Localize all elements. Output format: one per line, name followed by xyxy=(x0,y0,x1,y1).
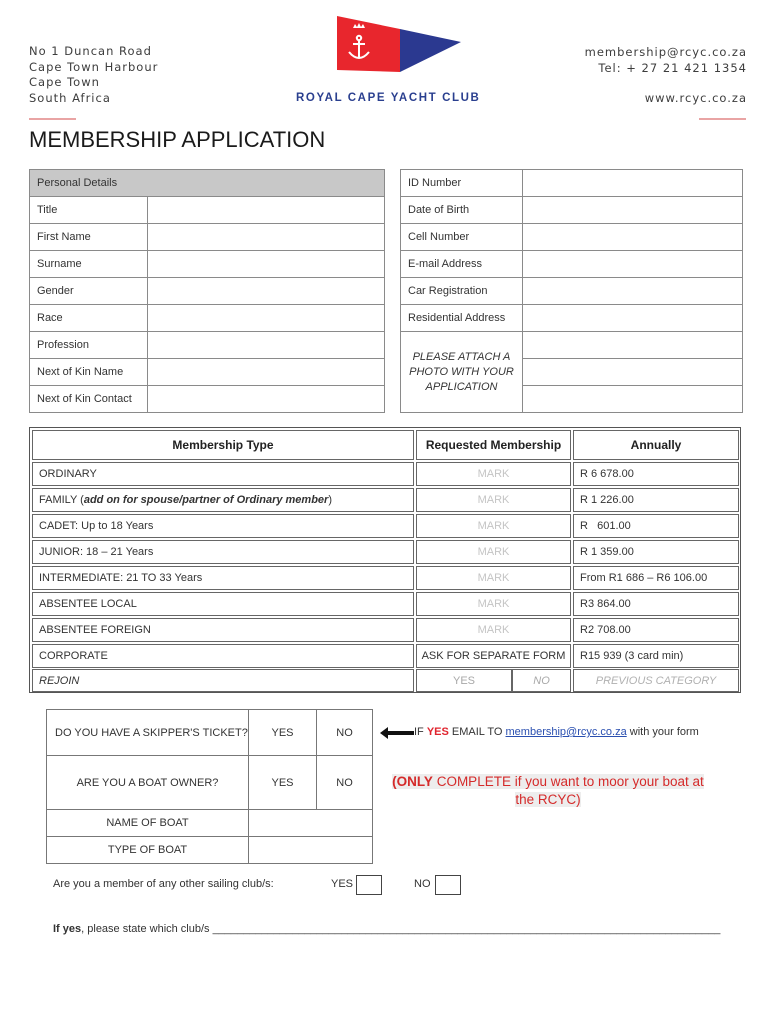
field-label: Gender xyxy=(30,278,148,305)
field-label: Title xyxy=(30,197,148,224)
address-line: Cape Town Harbour xyxy=(29,59,159,74)
rejoin-yes[interactable]: YES xyxy=(416,669,512,692)
boat-owner-no[interactable]: NO xyxy=(317,756,373,810)
other-club-question: Are you a member of any other sailing club/s: xyxy=(53,878,274,890)
rejoin-no[interactable]: NO xyxy=(512,669,571,692)
personal-details-heading: Personal Details xyxy=(30,170,385,197)
family-note: add on for spouse/partner of Ordinary member xyxy=(83,494,329,506)
photo-notice-line: PLEASE ATTACH A xyxy=(412,350,511,363)
annually-header: Annually xyxy=(573,430,739,460)
note-yes: YES xyxy=(426,726,449,738)
email-address-input[interactable] xyxy=(523,251,743,278)
first-name-input[interactable] xyxy=(148,224,385,251)
skipper-ticket-question: DO YOU HAVE A SKIPPER'S TICKET? xyxy=(47,710,249,756)
membership-type-absentee-foreign: ABSENTEE FOREIGN xyxy=(32,618,414,642)
left-arrow-icon xyxy=(380,727,414,739)
address-line: Cape Town xyxy=(29,75,100,89)
photo-notice xyxy=(401,332,523,413)
boat-type-label: TYPE OF BOAT xyxy=(47,837,249,864)
mooring-only: (ONLY xyxy=(392,774,433,789)
cell-number-input[interactable] xyxy=(523,224,743,251)
fee-corporate: R15 939 (3 card min) xyxy=(573,644,739,668)
race-input[interactable] xyxy=(148,305,385,332)
club-website[interactable]: www.rcyc.co.za xyxy=(644,91,747,105)
date-of-birth-input[interactable] xyxy=(523,197,743,224)
membership-type-junior: JUNIOR: 18 – 21 Years xyxy=(32,540,414,564)
residential-address-input[interactable] xyxy=(523,305,743,332)
residential-address-input-line[interactable] xyxy=(523,359,743,386)
field-label: E-mail Address xyxy=(401,251,523,278)
boat-name-input[interactable] xyxy=(249,810,373,837)
header-divider-right xyxy=(699,118,746,120)
fee-intermediate: From R1 686 – R6 106.00 xyxy=(573,566,739,590)
field-label: Date of Birth xyxy=(401,197,523,224)
membership-type-cadet: CADET: Up to 18 Years xyxy=(32,514,414,538)
photo-notice-line: PHOTO WITH YOUR xyxy=(409,365,514,378)
fee-ordinary: R 6 678.00 xyxy=(573,462,739,486)
skipper-email-note xyxy=(414,726,699,738)
mooring-text-line2: the RCYC) xyxy=(515,792,581,807)
photo-notice-line: APPLICATION xyxy=(425,380,498,393)
if-yes-label: If yes xyxy=(53,923,82,935)
id-number-input[interactable] xyxy=(523,170,743,197)
car-registration-input[interactable] xyxy=(523,278,743,305)
membership-type-corporate: CORPORATE xyxy=(32,644,414,668)
corporate-separate-form: ASK FOR SEPARATE FORM xyxy=(416,644,571,668)
club-burgee-logo xyxy=(335,14,465,74)
fee-absentee-foreign: R2 708.00 xyxy=(573,618,739,642)
field-label: First Name xyxy=(30,224,148,251)
which-clubs-line[interactable] xyxy=(53,923,720,935)
club-name: ROYAL CAPE YACHT CLUB xyxy=(296,92,481,104)
club-address xyxy=(29,44,158,106)
profession-input[interactable] xyxy=(148,332,385,359)
membership-type-rejoin: REJOIN xyxy=(32,669,414,692)
field-label: Cell Number xyxy=(401,224,523,251)
skipper-ticket-yes[interactable]: YES xyxy=(249,710,317,756)
fee-junior: R 1 359.00 xyxy=(573,540,739,564)
mark-absentee-foreign[interactable]: MARK xyxy=(416,618,571,642)
boat-ownership-table xyxy=(46,709,373,864)
mark-intermediate[interactable]: MARK xyxy=(416,566,571,590)
other-club-no-label: NO xyxy=(414,878,431,890)
identity-details-table xyxy=(400,169,743,413)
boat-type-input[interactable] xyxy=(249,837,373,864)
field-label: Residential Address xyxy=(401,305,523,332)
club-telephone: Tel: + 27 21 421 1354 xyxy=(598,61,747,75)
other-club-yes-label: YES xyxy=(331,878,354,890)
next-of-kin-name-input[interactable] xyxy=(148,359,385,386)
mooring-note xyxy=(388,773,708,809)
club-email[interactable]: membership@rcyc.co.za xyxy=(584,45,747,59)
membership-type-absentee-local: ABSENTEE LOCAL xyxy=(32,592,414,616)
mooring-text: COMPLETE if you want to moor your boat at xyxy=(432,774,704,789)
title-input[interactable] xyxy=(148,197,385,224)
field-label: Profession xyxy=(30,332,148,359)
family-label: FAMILY ( xyxy=(39,494,84,506)
note-text: IF xyxy=(414,726,427,738)
other-club-no-checkbox[interactable] xyxy=(435,875,461,895)
residential-address-input-line[interactable] xyxy=(523,386,743,413)
note-text: with your form xyxy=(626,726,699,738)
other-club-yes-checkbox[interactable] xyxy=(356,875,382,895)
personal-details-table xyxy=(29,169,385,413)
address-line: No 1 Duncan Road xyxy=(29,44,152,58)
family-label-end: ) xyxy=(328,494,332,506)
note-text: EMAIL TO xyxy=(448,726,506,738)
field-label: Next of Kin Name xyxy=(30,359,148,386)
membership-email-link[interactable]: membership@rcyc.co.za xyxy=(505,726,627,738)
requested-membership-header: Requested Membership xyxy=(416,430,571,460)
fee-family: R 1 226.00 xyxy=(573,488,739,512)
fee-cadet: R 601.00 xyxy=(573,514,739,538)
field-label: ID Number xyxy=(401,170,523,197)
address-line: South Africa xyxy=(29,90,111,105)
field-label: Surname xyxy=(30,251,148,278)
boat-name-label: NAME OF BOAT xyxy=(47,810,249,837)
mark-absentee-local[interactable]: MARK xyxy=(416,592,571,616)
header-divider-left xyxy=(29,118,76,120)
residential-address-input-line[interactable] xyxy=(523,332,743,359)
field-label: Race xyxy=(30,305,148,332)
surname-input[interactable] xyxy=(148,251,385,278)
boat-owner-yes[interactable]: YES xyxy=(249,756,317,810)
field-label: Next of Kin Contact xyxy=(30,386,148,413)
page-title: MEMBERSHIP APPLICATION xyxy=(29,127,326,152)
membership-type-header: Membership Type xyxy=(32,430,414,460)
membership-table xyxy=(29,427,741,693)
membership-type-family xyxy=(32,488,414,512)
mark-family[interactable]: MARK xyxy=(416,488,571,512)
which-clubs-prompt: , please state which club/s ___________________________________________________________________________________ xyxy=(81,923,721,935)
rejoin-previous-category: PREVIOUS CATEGORY xyxy=(573,669,739,692)
field-label: Car Registration xyxy=(401,278,523,305)
mark-cadet[interactable]: MARK xyxy=(416,514,571,538)
fee-absentee-local: R3 864.00 xyxy=(573,592,739,616)
next-of-kin-contact-input[interactable] xyxy=(148,386,385,413)
gender-input[interactable] xyxy=(148,278,385,305)
mark-junior[interactable]: MARK xyxy=(416,540,571,564)
membership-type-intermediate: INTERMEDIATE: 21 TO 33 Years xyxy=(32,566,414,590)
skipper-ticket-no[interactable]: NO xyxy=(317,710,373,756)
club-contact xyxy=(585,44,747,106)
mark-ordinary[interactable]: MARK xyxy=(416,462,571,486)
boat-owner-question: ARE YOU A BOAT OWNER? xyxy=(47,756,249,810)
membership-type-ordinary: ORDINARY xyxy=(32,462,414,486)
